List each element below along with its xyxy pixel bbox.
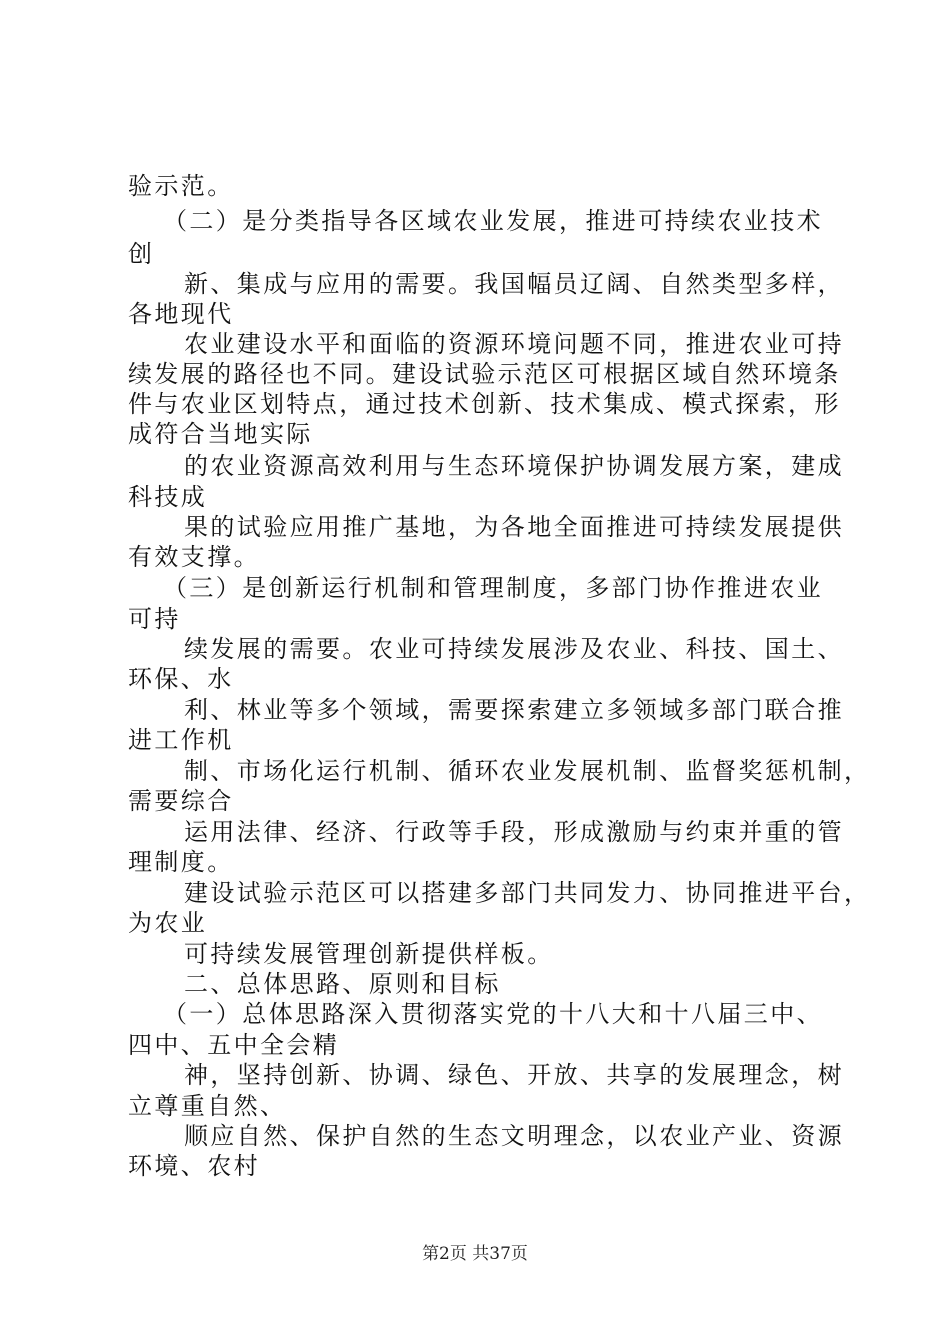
text-line: 理制度。: [128, 848, 234, 876]
text-line: 有效支撑。: [128, 543, 260, 571]
text-line: 神，坚持创新、协调、绿色、开放、共享的发展理念，树: [184, 1061, 844, 1089]
text-line: 的农业资源高效利用与生态环境保护协调发展方案，建成: [184, 452, 844, 480]
text-line: 利、林业等多个领域，需要探索建立多领域多部门联合推: [184, 696, 844, 724]
text-line: 创: [128, 240, 155, 268]
page-number-footer: 第2页 共37页: [422, 1244, 528, 1264]
text-line: 成符合当地实际: [128, 420, 313, 448]
text-line: 建设试验示范区可以搭建多部门共同发力、协同推进平台，: [184, 879, 871, 907]
text-line: 可持: [128, 605, 181, 633]
text-line: 科技成: [128, 483, 208, 511]
text-line: 顺应自然、保护自然的生态文明理念，以农业产业、资源: [184, 1122, 844, 1150]
text-line: （二）是分类指导各区域农业发展，推进可持续农业技术: [163, 207, 823, 235]
text-line: 立尊重自然、: [128, 1092, 287, 1120]
text-line: 进工作机: [128, 726, 234, 754]
text-line: 果的试验应用推广基地，为各地全面推进可持续发展提供: [184, 513, 844, 541]
text-line: 新、集成与应用的需要。我国幅员辽阔、自然类型多样，: [184, 270, 844, 298]
section-heading: 二、总体思路、原则和目标: [184, 970, 501, 998]
text-line: 需要综合: [128, 787, 234, 815]
text-line: 制、市场化运行机制、循环农业发展机制、监督奖惩机制，: [184, 757, 871, 785]
text-line: 环境、农村: [128, 1152, 260, 1180]
text-line: （一）总体思路深入贯彻落实党的十八大和十八届三中、: [163, 1000, 823, 1028]
text-line: 件与农业区划特点，通过技术创新、技术集成、模式探索，形: [128, 390, 841, 418]
text-line: 各地现代: [128, 300, 234, 328]
text-line: 环保、水: [128, 665, 234, 693]
text-line: 续发展的需要。农业可持续发展涉及农业、科技、国土、: [184, 635, 844, 663]
text-line: 运用法律、经济、行政等手段，形成激励与约束并重的管: [184, 818, 844, 846]
text-line: 为农业: [128, 909, 208, 937]
text-line: 四中、五中全会精: [128, 1031, 340, 1059]
text-line: 农业建设水平和面临的资源环境问题不同，推进农业可持: [184, 330, 844, 358]
text-line: 验示范。: [128, 172, 234, 200]
text-line: （三）是创新运行机制和管理制度，多部门协作推进农业: [163, 574, 823, 602]
text-line: 可持续发展管理创新提供样板。: [184, 940, 554, 968]
text-line: 续发展的路径也不同。建设试验示范区可根据区域自然环境条: [128, 360, 841, 388]
